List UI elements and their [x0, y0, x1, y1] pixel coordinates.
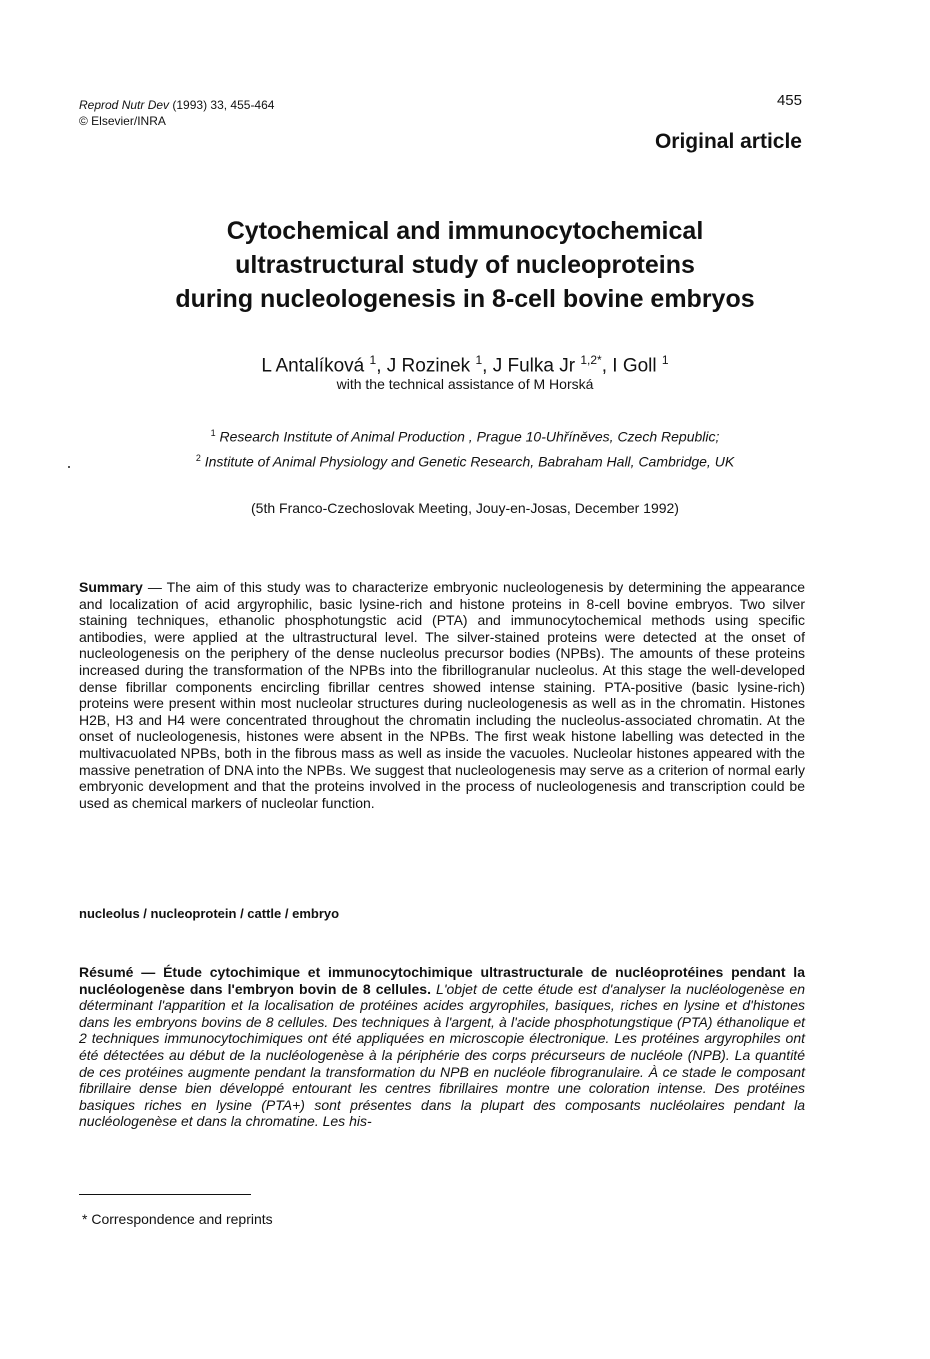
article-title: [0, 214, 930, 316]
affiliations: [0, 423, 930, 472]
footnote: * Correspondence and reprints: [82, 1211, 273, 1227]
author-name: J Fulka Jr: [492, 355, 576, 377]
footnote-rule: [79, 1194, 251, 1195]
author-separator: ,: [601, 355, 613, 377]
keywords-line: nucleolus / nucleoprotein / cattle / embryo: [79, 906, 340, 921]
summary-paragraph: [79, 579, 805, 811]
title-line: during nucleologenesis in 8-cell bovine embryos: [175, 285, 755, 313]
author-name: L Antalíková: [261, 355, 365, 377]
affiliation-marker: 2: [195, 452, 201, 463]
meeting-note: (5th Franco-Czechoslovak Meeting, Jouy-en-Josas, December 1992): [251, 500, 679, 516]
author-affiliation-marker: 1: [369, 353, 377, 367]
author-name: I Goll: [612, 355, 657, 377]
resume-paragraph: [79, 964, 805, 1130]
resume-text: L'objet de cette étude est d'analyser la nucléologenèse en déterminant l'apparition et la localisation de protéines acides argyrophiles, basiques, riches en lysine et d'histones dans les embryons bovins de 8 cellules. Des techniques à l'argent, à l'acide phosphotungstique (PTA) éthanolique et 2 techniques immunocytochimiques ont été appliquées en microscopie électronique. Les protéines argyrophiles ont été détectées au début de la nucléologenèse à la périphérie des corps précurseurs de nucléole (NPB). La quantité de ces protéines augmente pendant la transformation du NPB en nucléole fibrogranulaire. À ce stade le composant fibrillaire dense bien développé entourant les centres fibrillaires montre une coloration intense. Des protéines basiques riches en lysine (PTA+) sont présentes dans la plupart des composants nucléolaires pendant la nucléologenèse et dans la chromatine. Les his-: [79, 980, 805, 1130]
author-list: [0, 348, 930, 378]
summary-label: Summary: [79, 579, 143, 595]
author-affiliation-marker: 1: [661, 353, 669, 367]
author-affiliation-marker: 1,2*: [580, 353, 602, 367]
affiliation-marker: 1: [210, 428, 216, 438]
technical-assistance: with the technical assistance of M Horská: [336, 376, 594, 392]
scan-speck: [68, 466, 70, 468]
author-name: J Rozinek: [386, 355, 471, 377]
title-line: Cytochemical and immunocytochemical: [226, 217, 704, 245]
journal-citation: [79, 97, 274, 129]
affiliation-text: Research Institute of Animal Production , Prague 10-Uhříněves, Czech Republic;: [219, 428, 720, 445]
article-type-heading: Original article: [654, 130, 802, 153]
copyright-line: © Elsevier/INRA: [79, 114, 166, 128]
author-separator: ,: [482, 355, 493, 377]
resume-label: Résumé: [79, 964, 134, 980]
author-affiliation-marker: 1: [475, 353, 483, 367]
page-number: 455: [776, 92, 802, 109]
affiliation-line: [0, 448, 930, 473]
summary-text: — The aim of this study was to characterize embryonic nucleologenesis by determining the appearance and localization of acid argyrophilic, basic lysine-rich and histone proteins in 8-cell bovine embryos. Two silver staining techniques, ethanolic phosphotungstic acid (PTA) and immunocytochemical methods using specific antibodies, were applied at the ultrastructural level. The silver-stained proteins were detected at the onset of nucleologenesis on the periphery of the dense nucleolus precursor bodies (NPBs). The amounts of these proteins increased during the transformation of the NPBs into the fibrillogranular nucleolus. At this stage the well-developed dense fibrillar components encircling fibrillar centres showed intense staining. PTA-positive (basic lysine-rich) proteins were present within most nucleolar structures during nucleologenesis as well as in the chromatin. Histones H2B, H3 and H4 were concentrated throughout the chromatin including the nucleolus-associated chromatin. At the onset of nucleologenesis, histones were absent in the NPBs. The first weak histone labelling was detected in the multivacuolated NPBs, both in the fibrous mass as well as inside the vacuoles. Nucleolar histones appeared with the massive penetration of DNA into the NPBs. We suggest that nucleologenesis may serve as a criterion of normal early embryonic development and that the proteins involved in the process of nucleologenesis and transcription could be used as chemical markers of nucleolar function.: [79, 579, 805, 811]
author-separator: ,: [376, 355, 387, 377]
affiliation-text: Institute of Animal Physiology and Genetic Research, Babraham Hall, Cambridge, UK: [204, 453, 735, 470]
title-line: ultrastructural study of nucleoproteins: [235, 251, 695, 279]
journal-volume-pages: (1993) 33, 455-464: [169, 98, 275, 112]
journal-name: Reprod Nutr Dev: [79, 98, 170, 112]
resume-title: — Étude cytochimique et immunocytochimique ultrastructurale de nucléoprotéines pendant la nucléologenèse dans l'embryon bovin de 8 cellules.: [79, 964, 805, 997]
affiliation-line: [0, 423, 930, 448]
